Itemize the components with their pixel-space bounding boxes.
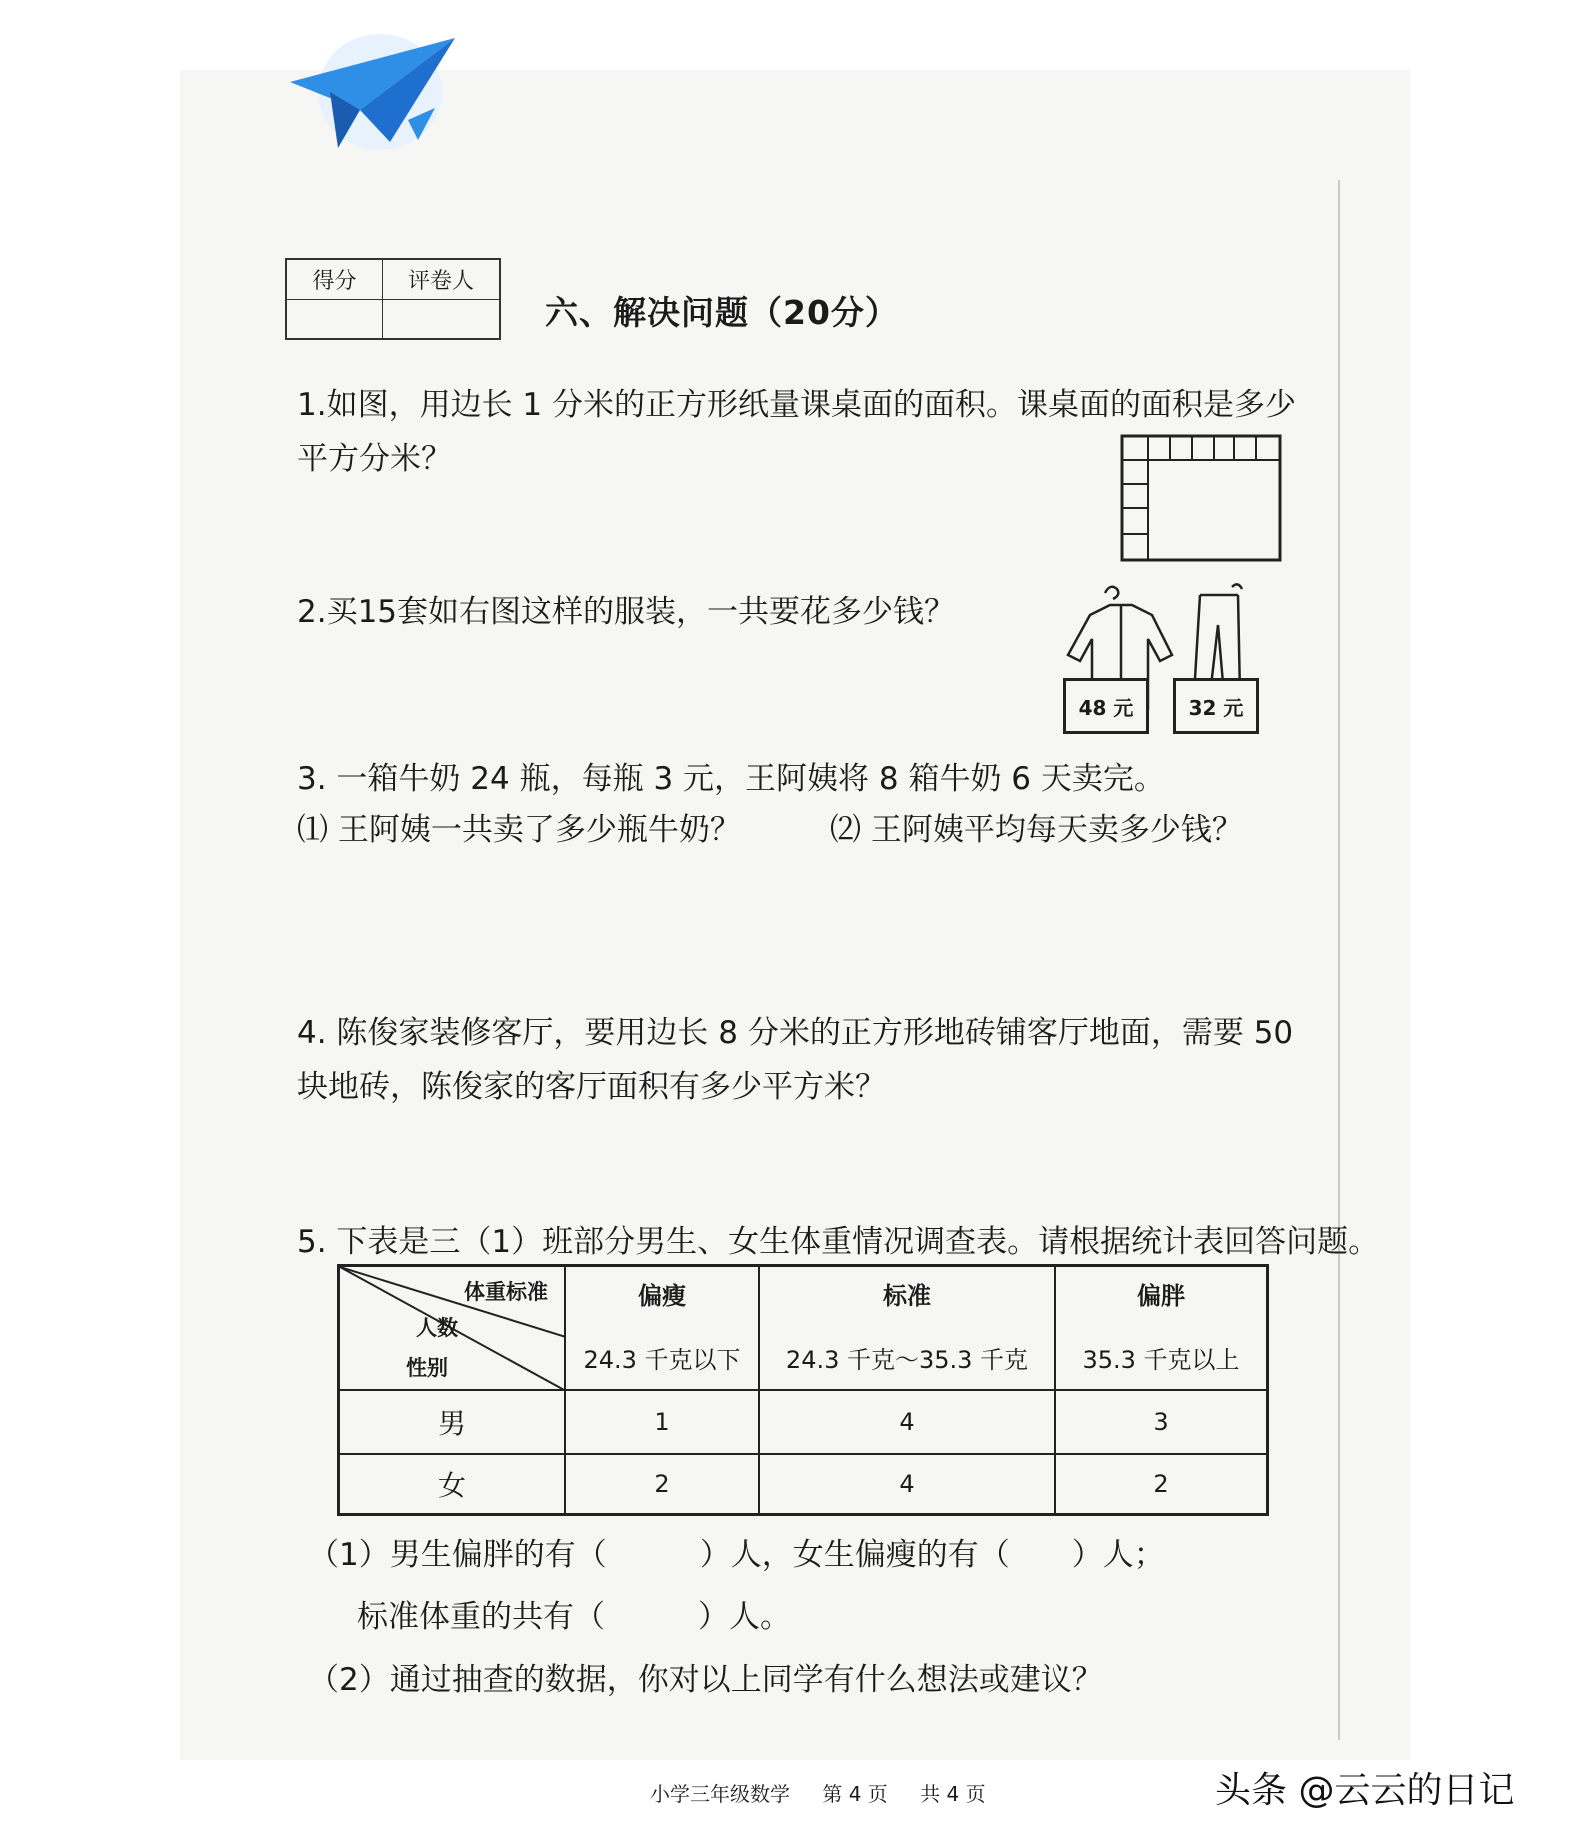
- question-5-sub-1-line-2: 标准体重的共有（ ）人。: [357, 1599, 791, 1635]
- row-gender-female: 女: [437, 1469, 466, 1502]
- footer-page-number: 第 4 页: [822, 1782, 888, 1806]
- question-3-part-2: ⑵ 王阿姨平均每天卖多少钱？: [830, 812, 1243, 848]
- table-cell: 4: [899, 1470, 915, 1498]
- score-label: 得分: [287, 260, 383, 300]
- paper-plane-logo-icon: [290, 30, 460, 160]
- column-header: 标准: [883, 1281, 931, 1310]
- corner-header-count: 人数: [416, 1316, 458, 1340]
- binding-line: [1338, 180, 1340, 1740]
- section-title: 六、解决问题（20分）: [545, 293, 899, 332]
- column-header: 偏瘦: [638, 1281, 686, 1310]
- table-cell: 4: [899, 1408, 915, 1436]
- question-3-part-1: ⑴ 王阿姨一共卖了多少瓶牛奶？: [297, 812, 741, 848]
- question-3: 3. 一箱牛奶 24 瓶，每瓶 3 元，王阿姨将 8 箱牛奶 6 天卖完。: [297, 761, 1165, 797]
- corner-header-weight-standard: 体重标准: [464, 1280, 548, 1304]
- question-4: 4. 陈俊家装修客厅，要用边长 8 分米的正方形地砖铺客厅地面，需要 50 块地砖，陈俊家的客厅面积有多少平方米？: [297, 1015, 1294, 1105]
- weight-table: [337, 1264, 1269, 1516]
- column-range: 35.3 千克以上: [1082, 1345, 1240, 1374]
- question-1: 1.如图，用边长 1 分米的正方形纸量课桌面的面积。课桌面的面积是多少平方分米？: [297, 387, 1297, 477]
- pants-price-tag: 32 元: [1173, 678, 1259, 734]
- table-cell: 2: [654, 1470, 670, 1498]
- page-footer: [650, 1778, 1012, 1807]
- question-5-sub-1: （1）男生偏胖的有（ ）人，女生偏瘦的有（ ）人；: [308, 1537, 1165, 1573]
- question-5-sub-2: （2）通过抽查的数据，你对以上同学有什么想法或建议？: [308, 1662, 1103, 1698]
- column-range: 24.3 千克以下: [583, 1345, 741, 1374]
- corner-header-gender: 性别: [406, 1356, 448, 1380]
- source-watermark: 头条 @云云的日记: [1215, 1770, 1515, 1811]
- question-2: 2.买15套如右图这样的服装，一共要花多少钱？: [297, 594, 956, 630]
- footer-subject: 小学三年级数学: [650, 1782, 790, 1806]
- table-cell: 1: [654, 1408, 670, 1436]
- score-box: [285, 258, 501, 340]
- table-cell: 2: [1153, 1470, 1169, 1498]
- question-5: 5. 下表是三（1）班部分男生、女生体重情况调查表。请根据统计表回答问题。: [297, 1224, 1380, 1260]
- column-range: 24.3 千克～35.3 千克: [785, 1345, 1029, 1374]
- row-gender-male: 男: [437, 1407, 466, 1440]
- jacket-price-tag: 48 元: [1063, 678, 1149, 734]
- footer-total-pages: 共 4 页: [920, 1782, 986, 1806]
- grader-label: 评卷人: [383, 260, 499, 300]
- score-blank: [287, 300, 383, 338]
- table-cell: 3: [1153, 1408, 1169, 1436]
- grader-blank: [383, 300, 499, 338]
- desk-grid-figure: [1120, 434, 1285, 564]
- column-header: 偏胖: [1137, 1281, 1185, 1310]
